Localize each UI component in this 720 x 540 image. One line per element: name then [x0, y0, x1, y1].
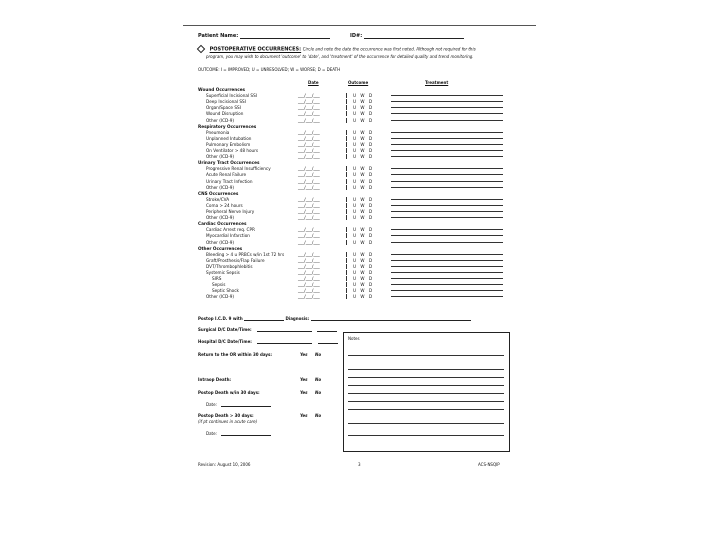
footer-page-number: 3 [358, 462, 361, 467]
occurrence-date-field[interactable]: ___/___/___ [298, 111, 320, 117]
occurrence-date-field[interactable]: ___/___/___ [298, 215, 320, 221]
occurrence-label: Pneumonia [206, 129, 230, 135]
treatment-field[interactable] [391, 235, 503, 236]
occurrence-date-field[interactable]: ___/___/___ [298, 166, 320, 172]
treatment-field[interactable] [391, 260, 503, 261]
treatment-field[interactable] [391, 266, 503, 267]
occurrence-date-field[interactable]: ___/___/___ [298, 263, 320, 269]
surgical-dc-row [198, 327, 337, 332]
hospital-dc-row [198, 339, 338, 344]
outcome-options[interactable]: U W D [353, 270, 373, 275]
treatment-field[interactable] [391, 205, 503, 206]
diamond-bullet-icon [197, 45, 205, 53]
occurrence-label: Other (ICD-9) [206, 215, 235, 221]
outcome-options[interactable]: U W D [353, 282, 373, 288]
occurrence-date-field[interactable]: ___/___/___ [298, 233, 320, 239]
occurrence-date-field[interactable]: ___/___/___ [298, 276, 320, 282]
treatment-field[interactable] [391, 242, 503, 243]
outcome-options[interactable]: U W D [353, 148, 373, 153]
treatment-field[interactable] [391, 107, 503, 108]
return-or-no[interactable]: No [315, 352, 322, 357]
treatment-field[interactable] [391, 254, 503, 255]
id-row [350, 33, 464, 39]
occurrence-label: Other (ICD-9) [206, 294, 235, 300]
occurrence-category-label: Cardiac Occurrences [198, 221, 247, 227]
occurrence-label: Other (ICD-9) [206, 184, 235, 190]
occurrence-date-field[interactable]: ___/___/___ [298, 239, 320, 245]
postop-icd-field[interactable] [244, 320, 284, 321]
occurrence-date-field[interactable]: ___/___/___ [298, 135, 320, 141]
occurrence-date-field[interactable]: ___/___/___ [298, 251, 320, 257]
occurrence-category-label: Other Occurrences [198, 245, 243, 251]
occurrence-label: Systemic Sepsis [206, 270, 240, 275]
outcome-options[interactable]: U W D [353, 117, 373, 123]
postop-death-gt30-date-field[interactable] [221, 435, 271, 436]
occurrence-date-field[interactable]: ___/___/___ [298, 99, 320, 105]
postop-death-gt30-sub: (if pt continues in acute care) [198, 419, 258, 424]
outcome-options[interactable]: U W D [353, 129, 373, 135]
occurrence-label: Progressive Renal Insufficiency [206, 166, 271, 172]
postop-instructions-2: program, you may wish to document 'outcome' to 'date', and 'treatment' of the occurrence for detailed quality and trend monitoring. [206, 54, 474, 59]
occurrence-label: Unplanned Intubation [206, 135, 252, 141]
outcome-options[interactable]: U W D [353, 288, 373, 294]
occurrence-date-field[interactable]: ___/___/___ [298, 270, 320, 275]
postop-death-gt30-date-label: Date: [206, 431, 217, 436]
outcome-options[interactable]: U W D [353, 233, 373, 239]
outcome-options[interactable]: U W D [353, 276, 373, 282]
treatment-field[interactable] [391, 278, 503, 279]
treatment-field[interactable] [391, 229, 503, 230]
notes-line [348, 409, 504, 410]
occurrence-label: Bleeding > 4 u PRBCs w/in 1st 72 hrs [206, 251, 285, 257]
treatment-field[interactable] [391, 168, 503, 169]
occurrence-label: Coma > 24 hours [206, 202, 243, 208]
notes-line [348, 393, 504, 394]
occurrence-label: Peripheral Nerve Injury [206, 209, 255, 214]
occurrence-label: Graft/Prosthesis/Flap Failure [206, 257, 265, 263]
occurrence-date-field[interactable]: ___/___/___ [298, 209, 320, 214]
outcome-key: OUTCOME: I = IMPROVED; U = UNRESOLVED; W = WORSE; D = DEATH [198, 67, 341, 72]
postop-death30-date-field[interactable] [221, 406, 271, 407]
outcome-options[interactable]: U W D [353, 105, 373, 111]
occurrence-date-field[interactable]: ___/___/___ [298, 129, 320, 135]
occurrence-date-field[interactable]: ___/___/___ [298, 288, 320, 294]
postop-death30-label: Postop Death w/in 30 days: [198, 390, 260, 395]
occurrence-label: Sepsis [212, 282, 226, 288]
intraop-death-yes[interactable]: Yes [300, 377, 308, 382]
occurrence-label: Wound Disruption [206, 111, 244, 117]
intraop-death-label: Intraop Death: [198, 377, 232, 382]
outcome-options[interactable]: U W D [353, 294, 373, 300]
diagnosis-label: Diagnosis: [285, 316, 310, 321]
treatment-field[interactable] [391, 95, 503, 96]
treatment-field[interactable] [391, 211, 503, 212]
postop-icd-label: Postop I.C.D. 9 with [198, 316, 243, 321]
outcome-options[interactable]: U W D [353, 251, 373, 257]
outcome-options[interactable]: U W D [353, 99, 373, 105]
occurrence-label: Pulmonary Embolism [206, 141, 251, 147]
outcome-divider [346, 294, 347, 299]
notes-box[interactable] [343, 332, 510, 452]
outcome-options[interactable]: U W D [353, 202, 373, 208]
return-or-yes[interactable]: Yes [300, 352, 308, 357]
occurrence-category-label: Urinary Tract Occurrences [198, 160, 260, 166]
outcome-options[interactable]: U W D [353, 111, 373, 117]
surgical-dc-label: Surgical D/C Date/Time: [198, 327, 252, 332]
postop-death30-yes[interactable]: Yes [300, 390, 308, 395]
notes-line [348, 401, 504, 402]
outcome-options[interactable]: U W D [353, 215, 373, 221]
footer-code: ACS-NSQIP [478, 462, 500, 467]
postop-death30-date-label: Date: [206, 402, 217, 407]
outcome-options[interactable]: U W D [353, 239, 373, 245]
postop-death-gt30-date-row [206, 431, 271, 436]
occurrence-label: Stroke/CVA [206, 196, 230, 202]
outcome-options[interactable]: U W D [353, 93, 373, 99]
occurrence-label: Myocardial Infarction [206, 233, 250, 239]
treatment-field[interactable] [391, 174, 503, 175]
hospital-dc-label: Hospital D/C Date/Time: [198, 339, 252, 344]
occurrence-label: Acute Renal Failure [206, 172, 247, 178]
occurrence-label: Urinary Tract Infection [206, 178, 253, 184]
postop-death30-no[interactable]: No [315, 390, 322, 395]
postop-death-gt30-yes[interactable]: Yes [300, 413, 308, 418]
treatment-field[interactable] [391, 181, 503, 182]
treatment-field[interactable] [391, 296, 503, 297]
occurrence-row [198, 293, 518, 300]
outcome-options[interactable]: U W D [353, 154, 373, 160]
notes-line [348, 355, 504, 356]
treatment-field[interactable] [391, 113, 503, 114]
outcome-options[interactable]: U W D [353, 141, 373, 147]
col-date-header: Date [308, 80, 319, 85]
outcome-options[interactable]: U W D [353, 135, 373, 141]
occurrence-label: Superficial Incisional SSI [206, 93, 257, 99]
occurrence-date-field[interactable]: ___/___/___ [298, 148, 320, 153]
notes-line [348, 377, 504, 378]
treatment-field[interactable] [391, 290, 503, 291]
surgical-dc-date[interactable] [257, 331, 312, 332]
intraop-death-no[interactable]: No [315, 377, 322, 382]
footer-revision: Revision: August 10, 2006 [198, 462, 251, 467]
treatment-field[interactable] [391, 187, 503, 188]
occurrence-label: DVT/Thrombophlebitis [206, 263, 253, 269]
postop-icd-row [198, 316, 471, 321]
return-or-label: Return to the OR within 30 days: [198, 352, 272, 357]
occurrence-label: On Ventilator > 48 hours [206, 148, 259, 153]
hospital-dc-time[interactable] [318, 343, 338, 344]
occurrence-date-field[interactable]: ___/___/___ [298, 184, 320, 190]
patient-name-row [198, 33, 330, 39]
outcome-options[interactable]: U W D [353, 166, 373, 172]
treatment-field[interactable] [391, 120, 503, 121]
occurrence-label: Septic Shock [212, 288, 239, 294]
surgical-dc-time[interactable] [317, 331, 337, 332]
occurrence-category-label: Respiratory Occurrences [198, 123, 257, 129]
postop-death-gt30-no[interactable]: No [315, 413, 322, 418]
occurrence-label: Other (ICD-9) [206, 117, 235, 123]
occurrence-date-field[interactable]: ___/___/___ [298, 154, 320, 160]
outcome-options[interactable]: U W D [353, 178, 373, 184]
occurrence-label: Cardiac Arrest req. CPR [206, 227, 255, 233]
occurrence-category-label: Wound Occurrences [198, 87, 246, 92]
postop-instructions: Circle and note the date the occurrence was first noted. Although not required for this [302, 46, 476, 52]
col-outcome-header: Outcome [348, 80, 369, 85]
treatment-field[interactable] [391, 217, 503, 218]
notes-line [348, 369, 504, 370]
occurrence-date-field[interactable]: ___/___/___ [298, 93, 320, 99]
occurrence-label: Organ/Space SSI [206, 105, 241, 111]
outcome-options[interactable]: U W D [353, 172, 373, 178]
notes-line [348, 435, 504, 436]
occurrence-date-field[interactable]: ___/___/___ [298, 117, 320, 123]
diagnosis-field[interactable] [311, 320, 471, 321]
treatment-field[interactable] [391, 156, 503, 157]
outcome-options[interactable]: U W D [353, 263, 373, 269]
occurrence-label: Deep Incisional SSI [206, 99, 246, 105]
patient-name-field[interactable] [240, 38, 330, 39]
col-treatment-header: Treatment [425, 80, 449, 85]
occurrence-date-field[interactable]: ___/___/___ [298, 202, 320, 208]
id-field[interactable] [364, 38, 464, 39]
occurrence-date-field[interactable]: ___/___/___ [298, 105, 320, 111]
treatment-field[interactable] [391, 132, 503, 133]
treatment-field[interactable] [391, 101, 503, 102]
occurrence-date-field[interactable]: ___/___/___ [298, 172, 320, 178]
occurrence-label: Other (ICD-9) [206, 239, 235, 245]
notes-line [348, 423, 504, 424]
treatment-field[interactable] [391, 138, 503, 139]
outcome-options[interactable]: U W D [353, 227, 373, 233]
occurrence-date-field[interactable]: ___/___/___ [298, 257, 320, 263]
outcome-options[interactable]: U W D [353, 196, 373, 202]
outcome-options[interactable]: U W D [353, 209, 373, 214]
treatment-field[interactable] [391, 144, 503, 145]
notes-label: Notes [348, 336, 360, 341]
patient-name-label: Patient Name: [198, 33, 239, 39]
treatment-field[interactable] [391, 199, 503, 200]
notes-line [348, 385, 504, 386]
postop-death30-date-row [206, 402, 271, 407]
occurrence-date-field[interactable]: ___/___/___ [298, 196, 320, 202]
treatment-field[interactable] [391, 284, 503, 285]
hospital-dc-date[interactable] [257, 343, 312, 344]
id-label: ID#: [350, 33, 363, 39]
occurrence-date-field[interactable]: ___/___/___ [298, 282, 320, 288]
treatment-field[interactable] [391, 272, 503, 273]
occurrence-date-field[interactable]: ___/___/___ [298, 141, 320, 147]
top-rule [183, 25, 536, 26]
occurrence-category-label: CNS Occurrences [198, 190, 239, 196]
postop-title-row [198, 46, 476, 53]
postop-death-gt30-label: Postop Death > 30 days: [198, 413, 254, 418]
occurrence-label: SIRS [212, 276, 222, 282]
occurrence-label: Other (ICD-9) [206, 154, 235, 160]
occurrence-date-field[interactable]: ___/___/___ [298, 227, 320, 233]
treatment-field[interactable] [391, 150, 503, 151]
postop-title: POSTOPERATIVE OCCURRENCES: [209, 46, 302, 53]
outcome-options[interactable]: U W D [353, 184, 373, 190]
occurrence-date-field[interactable]: ___/___/___ [298, 178, 320, 184]
outcome-options[interactable]: U W D [353, 257, 373, 263]
occurrence-date-field[interactable]: ___/___/___ [298, 294, 320, 300]
